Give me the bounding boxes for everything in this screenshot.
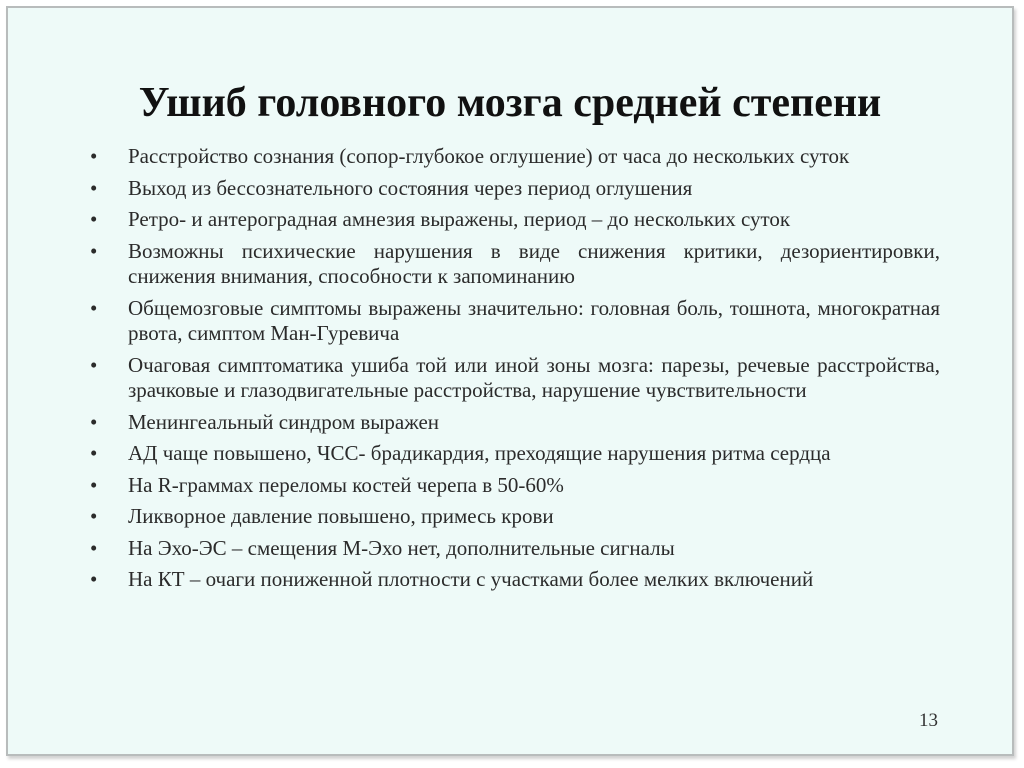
bullet-item: [84, 296, 940, 347]
bullet-text: Ликворное давление повышено, примесь крови: [128, 504, 554, 528]
page-number: 13: [919, 710, 938, 731]
bullet-dot: •: [90, 472, 98, 497]
bullet-item: [84, 441, 940, 467]
bullet-dot: •: [90, 504, 98, 528]
bullet-item: [84, 567, 940, 593]
bullet-text: На КТ – очаги пониженной плотности с участками более мелких включений: [128, 567, 814, 591]
bullet-item: [84, 473, 940, 499]
bullet-item: [84, 207, 940, 233]
bullet-text: На Эхо-ЭС – смещения М-Эхо нет, дополнительные сигналы: [128, 535, 675, 560]
bullet-text: Очаговая симптоматика ушиба той или иной зоны мозга: парезы, речевые расстройства, зрачковые и глазодвигательные расстройства, нарушение чувствительности: [128, 352, 940, 402]
bullet-text: АД чаще повышено, ЧСС- брадикардия, преходящие нарушения ритма сердца: [128, 441, 831, 465]
bullet-dot: •: [90, 144, 98, 168]
bullet-text: Ретро- и антероградная амнезия выражены, период – до нескольких суток: [128, 207, 791, 231]
bullet-item: [84, 410, 940, 436]
bullet-item: [84, 353, 940, 404]
bullet-text: Общемозговые симптомы выражены значительно: головная боль, тошнота, многократная рвота, симптом Ман-Гуревича: [128, 295, 940, 345]
bullet-dot: •: [90, 175, 98, 200]
bullet-text: Возможны психические нарушения в виде снижения критики, дезориентировки, снижения внимания, способности к запоминанию: [128, 238, 940, 288]
bullet-dot: •: [90, 567, 98, 591]
bullet-text: На R-граммах переломы костей черепа в 50-60%: [128, 472, 564, 497]
bullet-dot: •: [90, 441, 98, 465]
bullet-text: Менингеальный синдром выражен: [128, 409, 440, 434]
bullet-item: [84, 239, 940, 290]
bullet-dot: •: [90, 535, 98, 560]
bullet-text: Выход из бессознательного состояния через период оглушения: [128, 175, 693, 200]
bullet-item: [84, 144, 940, 170]
bullet-item: [84, 504, 940, 530]
slide-title: Ушиб головного мозга средней степени: [138, 80, 882, 126]
bullet-item: [84, 536, 940, 562]
bullet-text: Расстройство сознания (сопор-глубокое оглушение) от часа до нескольких суток: [128, 144, 850, 168]
bullet-dot: •: [90, 409, 98, 434]
bullet-dot: •: [90, 238, 98, 263]
bullet-item: [84, 176, 940, 202]
bullet-dot: •: [90, 352, 98, 377]
slide: [6, 6, 1014, 756]
bullet-dot: •: [90, 295, 98, 320]
bullet-dot: •: [90, 207, 98, 231]
bullet-list: [84, 144, 940, 599]
